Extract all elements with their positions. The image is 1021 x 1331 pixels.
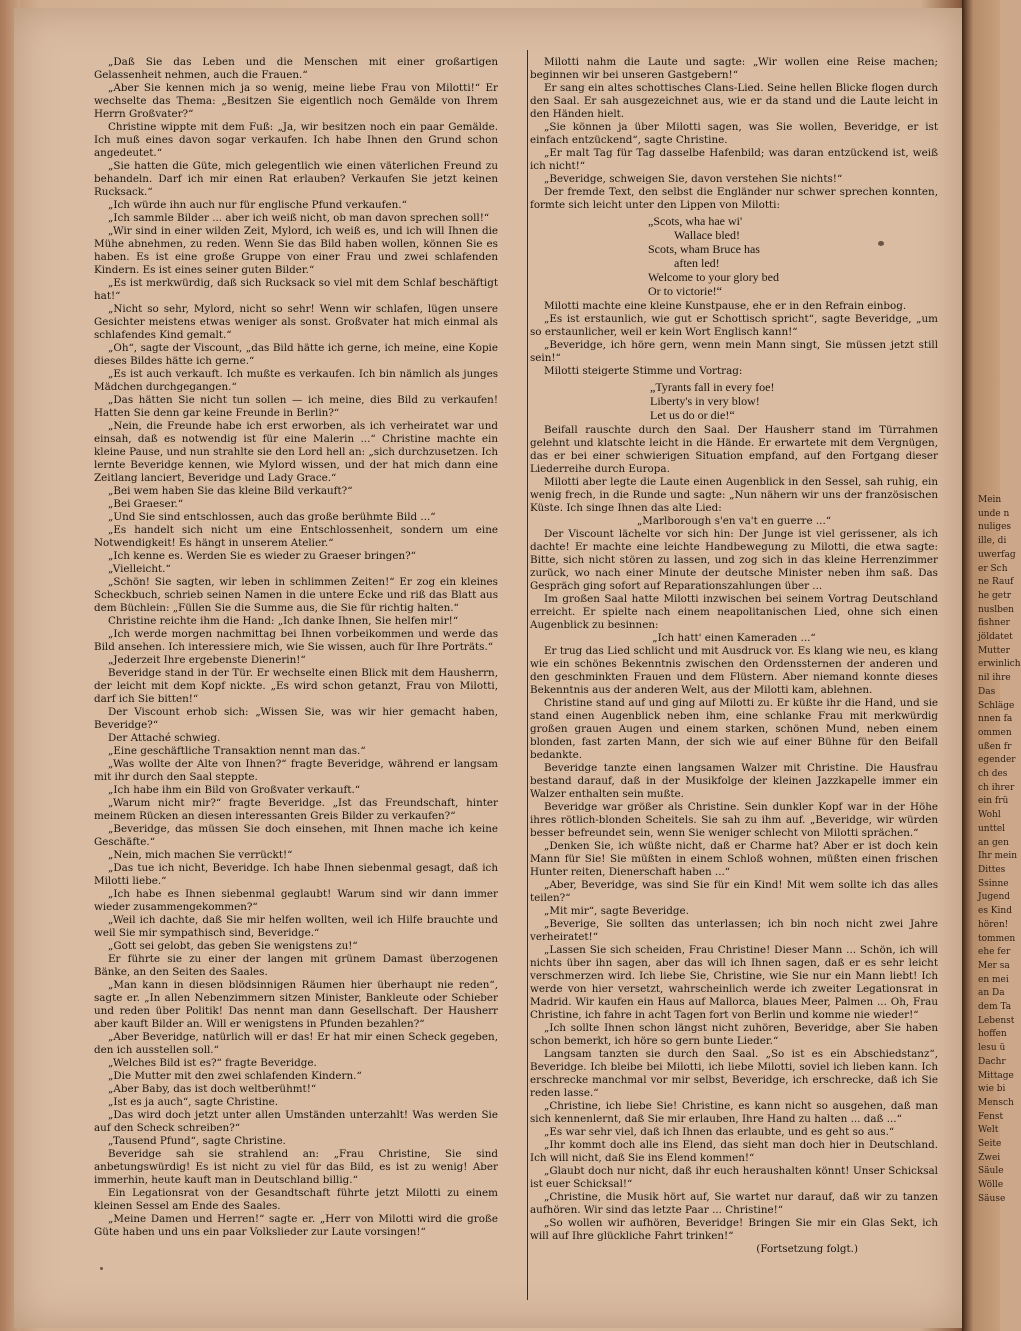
paragraph: Christine stand auf und ging auf Milotti zu. Er küßte ihr die Hand, und sie stand einen Augenblick neben ihm, eine schlanke Frau mit merkwürdig großen grauen Augen und einem starken, schönen Mund, neben einem blonden, fast zarten Mann, der sich wie auf einer Bühne für den Beifall bedankte.	[530, 697, 938, 761]
paragraph: „Tausend Pfund“, sagte Christine.	[108, 1135, 286, 1147]
poem-marlborough: „Marlborough s'en va't en guerre ...“	[636, 515, 832, 527]
fragment-line: ne Rauf	[978, 577, 1014, 588]
paragraph: „Warum nicht mir?“ fragte Beveridge. „Ist das Freundschaft, hinter meinem Rücken an diesen interessanten Greis Bilder zu verkaufen?“	[94, 797, 498, 822]
fragment-line: nuslben	[978, 604, 1014, 615]
fragment-line: Mutter	[978, 645, 1010, 656]
poem-line: Welcome to your glory bed	[648, 270, 779, 284]
fragment-line: Welt	[978, 1125, 999, 1136]
fragment-line: ehe fer	[978, 947, 1011, 958]
fragment-line: Ssinne	[978, 878, 1009, 889]
fragment-line: hören!	[978, 919, 1009, 930]
paragraph: Der fremde Text, den selbst die Engländer nur schwer sprechen konnten, formte sich leicht unter den Lippen von Milotti:	[530, 186, 938, 211]
paragraph: Der Viscount erhob sich: „Wissen Sie, was wir hier gemacht haben, Beveridge?“	[94, 706, 498, 731]
paragraph: „Nein, die Freunde habe ich erst erworben, als ich verheiratet war und einsah, daß es notwendig ist für eine Malerin ...“ Christine machte ein kleine Pause, und nun strahlte sie den Lord hell an: „sich durchzusetzen. Ich lernte Beveridge kennen, wie Mylord wissen, und der hat mich dann eine Zeitlang lanciert, Beveridge und Lady Grace.“	[94, 420, 498, 484]
fragment-line: Wohl	[978, 810, 1001, 821]
fragment-line: unttel	[978, 823, 1006, 834]
fragment-line: nil ihre	[978, 673, 1011, 684]
paragraph: „Es ist erstaunlich, wie gut er Schottisch spricht“, sagte Beveridge, „um so erstaunlicher, weil er kein Wort Englisch kann!“	[530, 313, 938, 338]
fragment-line: fishner	[978, 618, 1010, 629]
paragraph: „Ich werde morgen nachmittag bei Ihnen vorbeikommen und werde das Bild ansehen. Ich interessiere mich, wie Sie wissen, auch für Ihre Porträts.“	[94, 628, 498, 653]
fragment-line: nnen fa	[978, 714, 1013, 725]
paragraph: „Was wollte der Alte von Ihnen?“ fragte Beveridge, während er langsam mit ihr durch den Saal steppte.	[94, 758, 498, 783]
paragraph: „Aber Baby, das ist doch weltberühmt!“	[108, 1083, 317, 1095]
poem-line: Or to victorie!“	[648, 284, 722, 298]
paragraph: „Aber, Beveridge, was sind Sie für ein Kind! Mit wem sollte ich das alles teilen?“	[530, 879, 938, 904]
paragraph: „Ist es ja auch“, sagte Christine.	[108, 1096, 279, 1108]
paragraph: „Jederzeit Ihre ergebenste Dienerin!“	[108, 654, 306, 666]
fragment-line: uwerfag	[978, 549, 1016, 560]
fragment-line: es Kind	[978, 906, 1012, 917]
paragraph: „Es ist merkwürdig, daß sich Rucksack so viel mit dem Schlaf beschäftigt hat!“	[94, 277, 498, 302]
paragraph: „Oh“, sagte der Viscount, „das Bild hätte ich gerne, ich meine, eine Kopie dieses Bildes hätte ich gerne.“	[94, 342, 498, 367]
paper-speck	[100, 1267, 103, 1270]
fragment-line: nuliges	[978, 522, 1012, 533]
fragment-line: he getr	[978, 590, 1011, 601]
paragraph: „Ich würde ihn auch nur für englische Pfund verkaufen.“	[108, 199, 407, 211]
paragraph: „Ich habe es Ihnen siebenmal geglaubt! Warum sind wir dann immer wieder zusammengekommen?“	[94, 888, 498, 913]
paragraph: Er trug das Lied schlicht und mit Ausdruck vor. Es klang wie neu, es klang wie ein schönes Bekenntnis zwischen den Ordenssternen der anderen und den geschminkten Frauen und dem Flüstern. Aber niemand konnte dieses Bekenntnis aus der anderen Welt, aus der Milotti kam, ablehnen.	[530, 645, 938, 696]
paragraph: „Und Sie sind entschlossen, auch das große berühmte Bild ...“	[108, 511, 436, 523]
paragraph: „Christine, ich liebe Sie! Christine, es kann nicht so ausgehen, daß man sich kennenlernt, daß Sie mir erlauben, Ihre Hand zu halten ... daß ...“	[530, 1100, 938, 1125]
fragment-line: en mei	[978, 974, 1009, 985]
fragment-line: Schläge	[978, 700, 1015, 711]
fragment-line: Wölle	[978, 1180, 1004, 1191]
fragment-line: lesu ü	[978, 1043, 1006, 1054]
fragment-line: Mittage	[978, 1070, 1014, 1081]
paragraph: „Vielleicht.“	[108, 563, 171, 575]
paragraph: „Wir sind in einer wilden Zeit, Mylord, ich weiß es, und ich will Ihnen die Mühe abnehmen, zu reden. Wenn Sie das Bild haben wollen, können Sie es haben. Es ist eine große Gruppe von einer Frau und zwei schlafenden Kindern. Es ist eines seiner guten Bilder.“	[94, 225, 498, 276]
paragraph: Er führte sie zu einer der langen mit grünem Damast überzogenen Bänke, an den Seiten des Saales.	[94, 953, 498, 978]
paragraph: „Weil ich dachte, daß Sie mir helfen wollten, weil ich Hilfe brauchte und weil Sie mir sympathisch sind, Beveridge.“	[94, 914, 498, 939]
fragment-line: er Sch	[978, 563, 1008, 574]
paragraph: Milotti steigerte Stimme und Vortrag:	[544, 365, 743, 377]
paragraph: Ein Legationsrat von der Gesandtschaft führte jetzt Milotti zu einem kleinen Sessel am Ende des Saales.	[94, 1187, 498, 1212]
fragment-line: Mein	[978, 495, 1002, 505]
paragraph: „Man kann in diesen blödsinnigen Räumen hier überhaupt nie reden“, sagte er. „In allen Nebenzimmern sitzen Minister, Bankleute oder Schieber und reden über Politik! Das nennt man dann Gesellschaft. Der Hausherr aber kauft Bilder an. Will er wenigstens in Pfunden bezahlen?“	[94, 979, 498, 1030]
paragraph: „Bei wem haben Sie das kleine Bild verkauft?“	[108, 485, 353, 497]
paragraph: „Ich sammle Bilder ... aber ich weiß nicht, ob man davon sprechen soll!“	[108, 212, 490, 224]
paragraph: „Denken Sie, ich wüßte nicht, daß er Charme hat? Aber er ist doch kein Mann für Sie! Sie müßten in einem Schloß wohnen, müßten einen frischen Hunter reiten, Dienerschaft haben ...“	[530, 840, 938, 878]
paragraph: „Sie hatten die Güte, mich gelegentlich wie einen väterlichen Freund zu behandeln. Darf ich mir einen Rat erlauben? Verkaufen Sie jetzt keinen Rucksack.“	[94, 160, 498, 198]
paragraph: Milotti nahm die Laute und sagte: „Wir wollen eine Reise machen; beginnen wir bei unseren Gastgebern!“	[530, 56, 938, 81]
paragraph: „Gott sei gelobt, das geben Sie wenigstens zu!“	[108, 940, 358, 952]
fragment-line: egender	[978, 755, 1016, 766]
poem-line: „Scots, wha hae wi'	[648, 214, 743, 228]
fragment-line: Ihr mein	[978, 851, 1018, 862]
paragraph: „Beveridge, ich höre gern, wenn mein Mann singt, Sie müssen jetzt still sein!“	[530, 339, 938, 364]
fragment-line: Fenst	[978, 1111, 1004, 1122]
paragraph: Christine wippte mit dem Fuß: „Ja, wir besitzen noch ein paar Gemälde. Ich muß eines davon sogar verkaufen. Ich habe Ihnen den Grund schon angedeutet.“	[94, 121, 498, 159]
poem-kameraden: „Ich hatt' einen Kameraden ...“	[652, 632, 816, 644]
fragment-line: wie bi	[978, 1084, 1006, 1095]
fragment-line: Zwei	[978, 1152, 1001, 1163]
right-column	[530, 56, 938, 1256]
poem-line: Scots, wham Bruce has	[648, 242, 760, 256]
paragraph: „Schön! Sie sagten, wir leben in schlimmen Zeiten!“ Er zog ein kleines Scheckbuch, schrieb seinen Namen in die untere Ecke und riß das Blatt aus dem Büchlein: „Füllen Sie die Summe aus, die Sie für richtig halten.“	[94, 576, 498, 614]
paragraph: Im großen Saal hatte Milotti inzwischen bei seinem Vortrag Deutschland erreicht. Er spielte nach einem neapolitanischen Lied, ohne sich einen Augenblick zu besinnen:	[530, 593, 938, 631]
fragment-line: unde n	[978, 508, 1010, 519]
poem-line: Liberty's in very blow!	[650, 394, 760, 408]
fragment-line: Säuse	[978, 1193, 1006, 1204]
paragraph: „Welches Bild ist es?“ fragte Beveridge.	[108, 1057, 317, 1069]
fragment-line: ein frü	[978, 796, 1009, 807]
paragraph: „Ihr kommt doch alle ins Elend, das sieht man doch hier in Deutschland. Ich will nicht, daß Sie ins Elend kommen!“	[530, 1139, 938, 1164]
paragraph: „Eine geschäftliche Transaktion nennt man das.“	[108, 745, 366, 757]
fragment-line: ille, di	[978, 536, 1007, 547]
fragment-line: Das	[978, 686, 996, 697]
paragraph: „Nicht so sehr, Mylord, nicht so sehr! Wenn wir schlafen, lügen unsere Gesichter meistens etwas weniger als sonst. Großvater hat mich einmal als schlafendes Kind gemalt.“	[94, 303, 498, 341]
paragraph: „Es war sehr viel, daß ich Ihnen das erlaubte, und es geht so aus.“	[544, 1126, 895, 1138]
paragraph: Beveridge war größer als Christine. Sein dunkler Kopf war in der Höhe ihres rötlich-blonden Scheitels. Sie sah zu ihm auf. „Beveridge, wir würden besser befreundet sein, wenn Sie weniger schlecht von Milotti sprächen.“	[530, 801, 938, 839]
paragraph: Er sang ein altes schottisches Clans-Lied. Seine hellen Blicke flogen durch den Saal. Er sah ausgezeichnet aus, wie er da stand und die Laute leicht in den Händen hielt.	[530, 82, 938, 120]
fragment-line: tommen	[978, 933, 1016, 944]
fragment-line: Dittes	[978, 864, 1006, 875]
paragraph: Christine reichte ihm die Hand: „Ich danke Ihnen, Sie helfen mir!“	[108, 615, 459, 627]
poem-line: „Tyrants fall in every foe!	[650, 380, 775, 394]
paragraph: Langsam tanzten sie durch den Saal. „So ist es ein Abschiedstanz“, Beveridge. Ich bleibe bei Milotti, ich liebe Milotti, soviel ich lieben kann. Ich erschrecke manchmal vor mir selbst, Beveridge, ich erschrecke, daß ich Sie reden lasse.“	[530, 1048, 938, 1099]
poem-scots	[648, 214, 938, 298]
poem-line: aften led!	[674, 256, 720, 270]
paragraph: Der Viscount lächelte vor sich hin: Der Junge ist viel gerissener, als ich dachte! Er machte eine leichte Handbewegung zu Milotti, die etwa sagte: Bitte, sich nicht stören zu lassen, und zog sich in das kleine Herrenzimmer zurück, wo nach einer Minute der deutsche Minister neben ihm saß. Das Gespräch ging sofort auf Reparationszahlungen über ...	[530, 528, 938, 592]
fragment-line: Mensch	[978, 1097, 1014, 1108]
paragraph: „Er malt Tag für Tag dasselbe Hafenbild; was daran entzückend ist, weiß ich nicht!“	[530, 147, 938, 172]
poem-tyrants	[650, 380, 938, 422]
fragment-line: hoffen	[978, 1029, 1007, 1040]
paragraph: „Meine Damen und Herren!“ sagte er. „Herr von Milotti wird die große Güte haben und uns ein paar Volkslieder zur Laute vorsingen!“	[94, 1213, 498, 1238]
paragraph: „Ich kenne es. Werden Sie es wieder zu Graeser bringen?“	[108, 550, 416, 562]
fragment-line: ch des	[978, 769, 1008, 780]
paragraph: „Beveridge, das müssen Sie doch einsehen, mit Ihnen mache ich keine Geschäfte.“	[94, 823, 498, 848]
fragment-line: Jugend	[978, 892, 1011, 903]
fragment-line: ommen	[978, 727, 1012, 738]
fragment-line: ch ihrer	[978, 782, 1015, 793]
paragraph: „Bei Graeser.“	[108, 498, 183, 510]
paragraph: „Ich habe ihm ein Bild von Großvater verkauft.“	[108, 784, 361, 796]
fragment-line: Dachr	[978, 1056, 1006, 1067]
fragment-line: jöldatet	[978, 632, 1013, 643]
paragraph: „Die Mutter mit den zwei schlafenden Kindern.“	[108, 1070, 362, 1082]
fragment-line: dem Ta	[978, 1002, 1012, 1013]
continuation-note: (Fortsetzung folgt.)	[756, 1243, 858, 1255]
paragraph: Milotti aber legte die Laute einen Augenblick in den Sessel, sah ruhig, ein wenig frech, in die Runde und sagte: „Nun nähern wir uns der französischen Küste. Ich singe Ihnen das alte Lied:	[530, 476, 938, 514]
paragraph: „Nein, mich machen Sie verrückt!“	[108, 849, 293, 861]
paragraph: „Beveridge, schweigen Sie, davon verstehen Sie nichts!“	[544, 173, 843, 185]
paragraph: „Beverige, Sie sollten das unterlassen; ich bin noch nicht zwei Jahre verheiratet!“	[530, 918, 938, 943]
paragraph: „Das wird doch jetzt unter allen Umständen unterzahlt! Was werden Sie auf den Scheck schreiben?“	[94, 1109, 498, 1134]
paragraph: „Glaubt doch nur nicht, daß ihr euch heraushalten könnt! Unser Schicksal ist euer Schicksal!“	[530, 1165, 938, 1190]
paragraph: „Aber Beveridge, natürlich will er das! Er hat mir einen Scheck gegeben, den ich ausstellen soll.“	[94, 1031, 498, 1056]
fragment-line: Mer sa	[978, 960, 1010, 971]
paragraph: „Daß Sie das Leben und die Menschen mit einer großartigen Gelassenheit nehmen, auch die Frauen.“	[94, 56, 498, 81]
paragraph: „Christine, die Musik hört auf, Sie wartet nur darauf, daß wir zu tanzen aufhören. Wir sind das letzte Paar ... Christine!“	[530, 1191, 938, 1216]
poem-line: Let us do or die!“	[650, 408, 735, 422]
fragment-line: an Da	[978, 988, 1005, 999]
fragment-line: an gen	[978, 837, 1009, 848]
fragment-line: Lebenst	[978, 1015, 1015, 1026]
left-column	[94, 56, 498, 1239]
column-divider	[527, 50, 528, 1300]
paper-speck	[878, 241, 884, 246]
paragraph: „Das tue ich nicht, Beveridge. Ich habe Ihnen siebenmal gesagt, daß ich Milotti liebe.“	[94, 862, 498, 887]
poem-line: Wallace bled!	[674, 228, 740, 242]
paragraph: Milotti machte eine kleine Kunstpause, ehe er in den Refrain einbog.	[544, 300, 907, 312]
paragraph: „Mit mir“, sagte Beveridge.	[544, 905, 689, 917]
next-page-fragments	[978, 494, 1021, 1207]
paragraph: „Das hätten Sie nicht tun sollen — ich meine, dies Bild zu verkaufen! Hatten Sie denn gar keine Freunde in Berlin?“	[94, 394, 498, 419]
fragment-line: erwinlich	[978, 659, 1021, 670]
paragraph: „So wollen wir aufhören, Beveridge! Bringen Sie mir ein Glas Sekt, ich will auf Ihre glückliche Fahrt trinken!“	[530, 1217, 938, 1242]
paragraph: Beifall rauschte durch den Saal. Der Hausherr stand im Türrahmen gelehnt und klatschte leicht in die Hände. Er erwartete mit dem Vergnügen, das er bei einer schwierigen Situation empfand, auf den Fortgang dieser Liederreihe durch Europa.	[530, 424, 938, 475]
paragraph: Beveridge tanzte einen langsamen Walzer mit Christine. Die Hausfrau bestand darauf, daß in der Musikfolge der kleinen Jazzkapelle immer ein Walzer enthalten sein mußte.	[530, 762, 938, 800]
paragraph: „Es ist auch verkauft. Ich mußte es verkaufen. Ich bin nämlich als junges Mädchen durchgegangen.“	[94, 368, 498, 393]
paragraph: „Es handelt sich nicht um eine Entschlossenheit, sondern um eine Notwendigkeit! Es hängt in unserem Atelier.“	[94, 524, 498, 549]
paragraph: Beveridge stand in der Tür. Er wechselte einen Blick mit dem Hausherrn, der leicht mit dem Kopf nickte. „Es wird schon getanzt, Frau von Milotti, darf ich Sie bitten!“	[94, 667, 498, 705]
fragment-line: Seite	[978, 1139, 1002, 1150]
paragraph: Der Attaché schwieg.	[108, 732, 221, 744]
paragraph: „Sie können ja über Milotti sagen, was Sie wollen, Beveridge, er ist einfach entzückend“, sagte Christine.	[530, 121, 938, 146]
paragraph: „Aber Sie kennen mich ja so wenig, meine liebe Frau von Milotti!“ Er wechselte das Thema: „Besitzen Sie eigentlich noch Gemälde von Ihrem Herrn Großvater?“	[94, 82, 498, 120]
fragment-line: ußen fr	[978, 741, 1012, 752]
paragraph: „Ich sollte Ihnen schon längst nicht zuhören, Beveridge, aber Sie haben schon bemerkt, ich höre so gern bunte Lieder.“	[530, 1022, 938, 1047]
paragraph: „Lassen Sie sich scheiden, Frau Christine! Dieser Mann ... Schön, ich will nichts über ihn sagen, aber das will ich Ihnen sagen, daß er es sehr leicht verschmerzen wird. Ich liebe Sie, Christine, wie Sie nur ein Mann liebt! Ich werde von hier versetzt, wahrscheinlich werde ich zweiter Legationsrat in Madrid. Wir kaufen ein Haus auf Mallorca, blaues Meer, Palmen ... Oh, Frau Christine, ich fahre in acht Tagen fort von Berlin und komme nie wieder!“	[530, 944, 938, 1021]
paragraph: Beveridge sah sie strahlend an: „Frau Christine, Sie sind anbetungswürdig! Es ist nicht zu viel für das Bild, es ist zu wenig! Aber immerhin, heute kauft man in Deutschland billig.“	[94, 1148, 498, 1186]
fragment-line: Säule	[978, 1166, 1004, 1177]
